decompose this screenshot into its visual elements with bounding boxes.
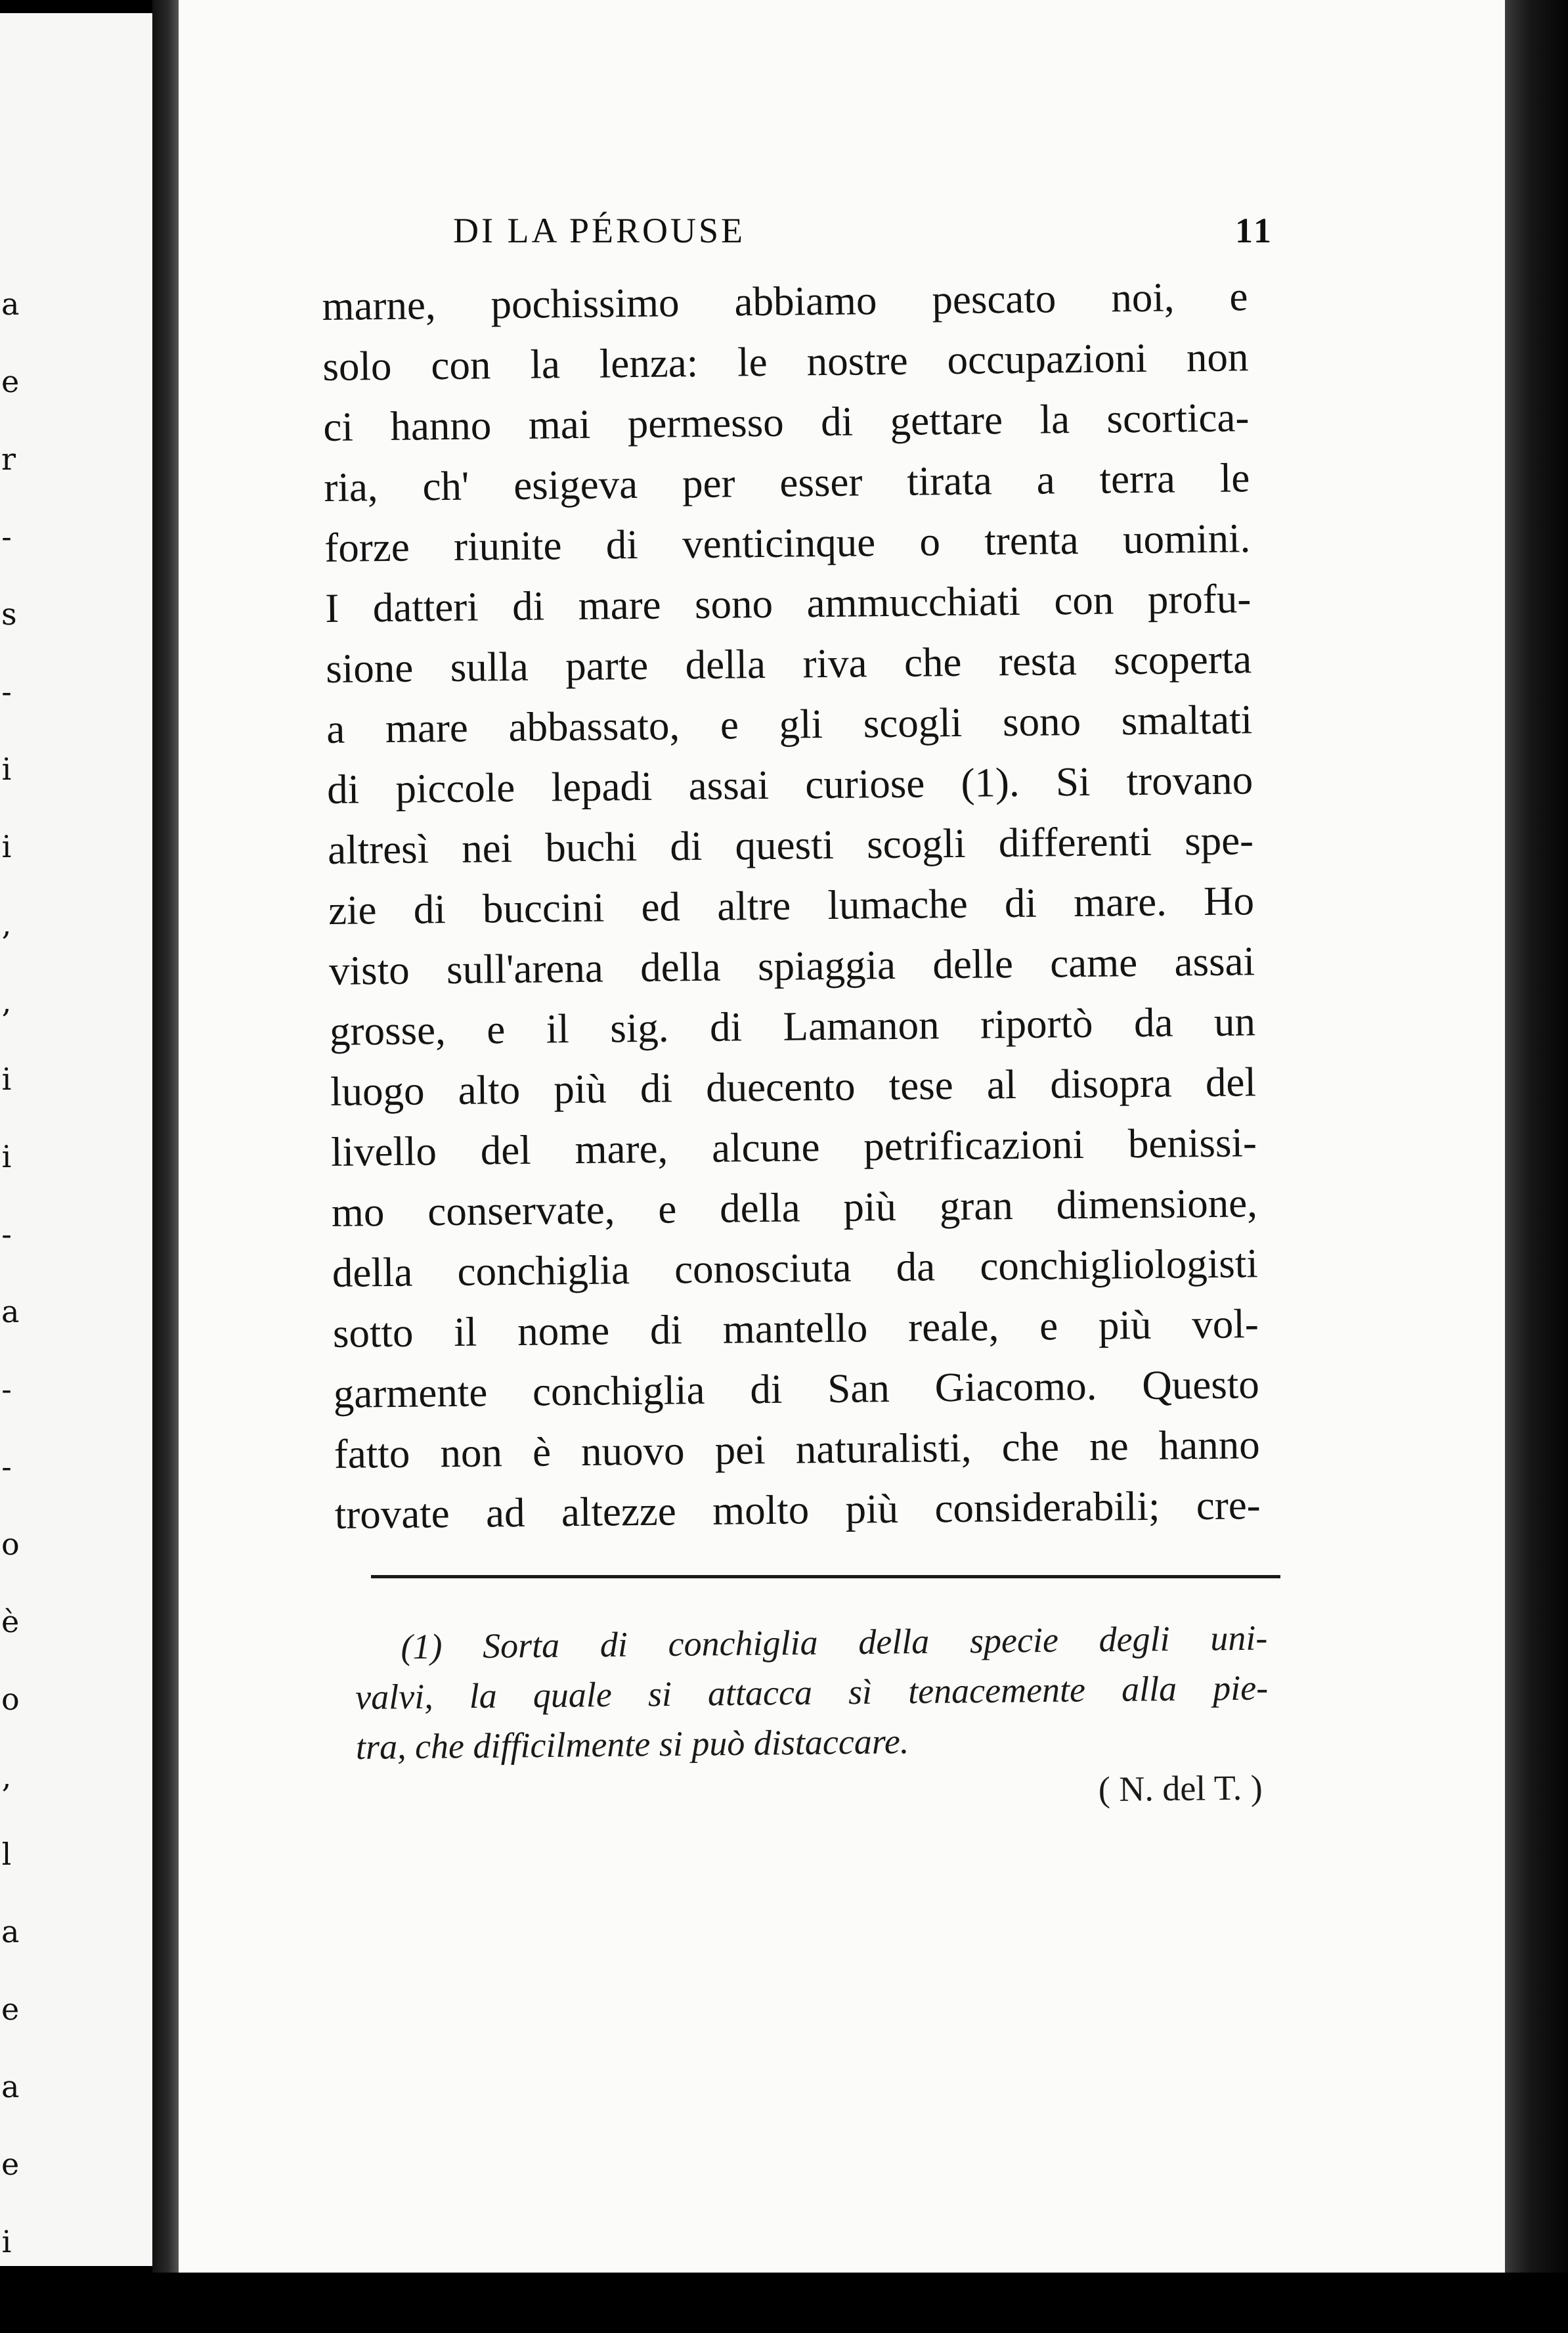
body-line: grosse, e il sig. di Lamanon riportò da un — [329, 998, 1256, 1054]
body-line: di piccole lepadi assai curiose (1). Si trovano — [326, 757, 1253, 812]
facing-page-edge — [0, 13, 152, 2266]
footnote — [355, 1612, 1269, 1822]
facing-page-fragment: i — [1, 1139, 12, 1174]
page-right-edge — [1505, 0, 1568, 2333]
footnote-credit: ( N. del T. ) — [1098, 1767, 1263, 1810]
facing-page-fragment: o — [1, 1681, 20, 1717]
body-line: sione sulla parte della riva che resta scoperta — [325, 636, 1252, 692]
book-gutter — [152, 0, 179, 2333]
facing-page-fragment: i — [1, 751, 12, 787]
body-text — [322, 266, 1261, 1545]
body-line: altresì nei buchi di questi scogli differenti spe- — [327, 817, 1254, 873]
facing-page-fragment: r — [1, 441, 16, 477]
facing-page-fragment: a — [1, 2069, 20, 2104]
body-line: solo con la lenza: le nostre occupazioni non — [322, 334, 1249, 389]
facing-page-fragment: - — [1, 1449, 12, 1484]
scan-bottom-border — [0, 2273, 1568, 2333]
facing-page-fragment: e — [1, 364, 20, 399]
facing-page-fragment: a — [1, 1914, 20, 1949]
page-number: 11 — [1234, 211, 1274, 250]
body-line: trovate ad altezze molto più considerabili; cre- — [334, 1482, 1261, 1538]
body-line: sotto il nome di mantello reale, e più vol- — [332, 1300, 1259, 1356]
body-line: zie di buccini ed altre lumache di mare. Ho — [328, 878, 1255, 933]
body-line: I datteri di mare sono ammucchiati con profu- — [324, 575, 1252, 631]
running-head-title: DI LA PÉROUSE — [453, 211, 746, 250]
facing-page-fragment: , — [1, 906, 12, 942]
facing-page-fragment: , — [1, 1759, 12, 1794]
body-line: livello del mare, alcune petrificazioni benissi- — [330, 1119, 1257, 1175]
facing-page-fragment: - — [1, 674, 12, 709]
body-line: marne, pochissimo abbiamo pescato noi, e — [322, 273, 1248, 329]
facing-page-fragment: - — [1, 1371, 12, 1407]
facing-page-fragment: e — [1, 1991, 20, 2027]
facing-page-fragment: , — [1, 984, 12, 1019]
footnote-line: (1) Sorta di conchiglia della specie degli uni- — [401, 1618, 1268, 1667]
body-line: luogo alto più di duecento tese al disopra del — [330, 1059, 1257, 1115]
facing-page-fragment: o — [1, 1526, 20, 1562]
body-line: ria, ch' esigeva per esser tirata a terra le — [324, 455, 1250, 510]
facing-page-fragment: a — [1, 286, 20, 322]
facing-page-fragment: a — [1, 1294, 20, 1329]
running-head — [453, 210, 1274, 263]
facing-page-fragment: è — [1, 1604, 20, 1639]
facing-page-letter-fragments — [0, 0, 20, 2333]
facing-page-fragment: e — [1, 2146, 20, 2182]
footnote-line: tra, che difficilmente si può distaccare. — [355, 1722, 909, 1767]
body-line: fatto non è nuovo pei naturalisti, che ne hanno — [334, 1421, 1261, 1477]
facing-page-fragment: - — [1, 519, 12, 554]
body-line: visto sull'arena della spiaggia delle came assai — [328, 938, 1255, 994]
body-line: ci hanno mai permesso di gettare la scortica- — [323, 394, 1250, 450]
facing-page-fragment: i — [1, 829, 12, 864]
facing-page-fragment: s — [1, 596, 17, 632]
body-line: forze riunite di venticinque o trenta uomini. — [324, 515, 1251, 571]
footnote-line: valvi, la quale si attacca sì tenacemente alla pie- — [355, 1668, 1269, 1717]
body-line: mo conservate, e della più gran dimensione, — [331, 1180, 1258, 1235]
facing-page-fragment: i — [1, 1061, 12, 1097]
facing-page-fragment: - — [1, 1216, 12, 1252]
body-line: a mare abbassato, e gli scogli sono smaltati — [326, 696, 1253, 752]
body-line: garmente conchiglia di San Giacomo. Questo — [333, 1361, 1260, 1417]
body-line: della conchiglia conosciuta da conchigliologisti — [332, 1240, 1259, 1296]
facing-page-fragment: l — [1, 1836, 12, 1872]
facing-page-fragment: i — [1, 2224, 12, 2259]
footnote-rule — [371, 1575, 1280, 1578]
